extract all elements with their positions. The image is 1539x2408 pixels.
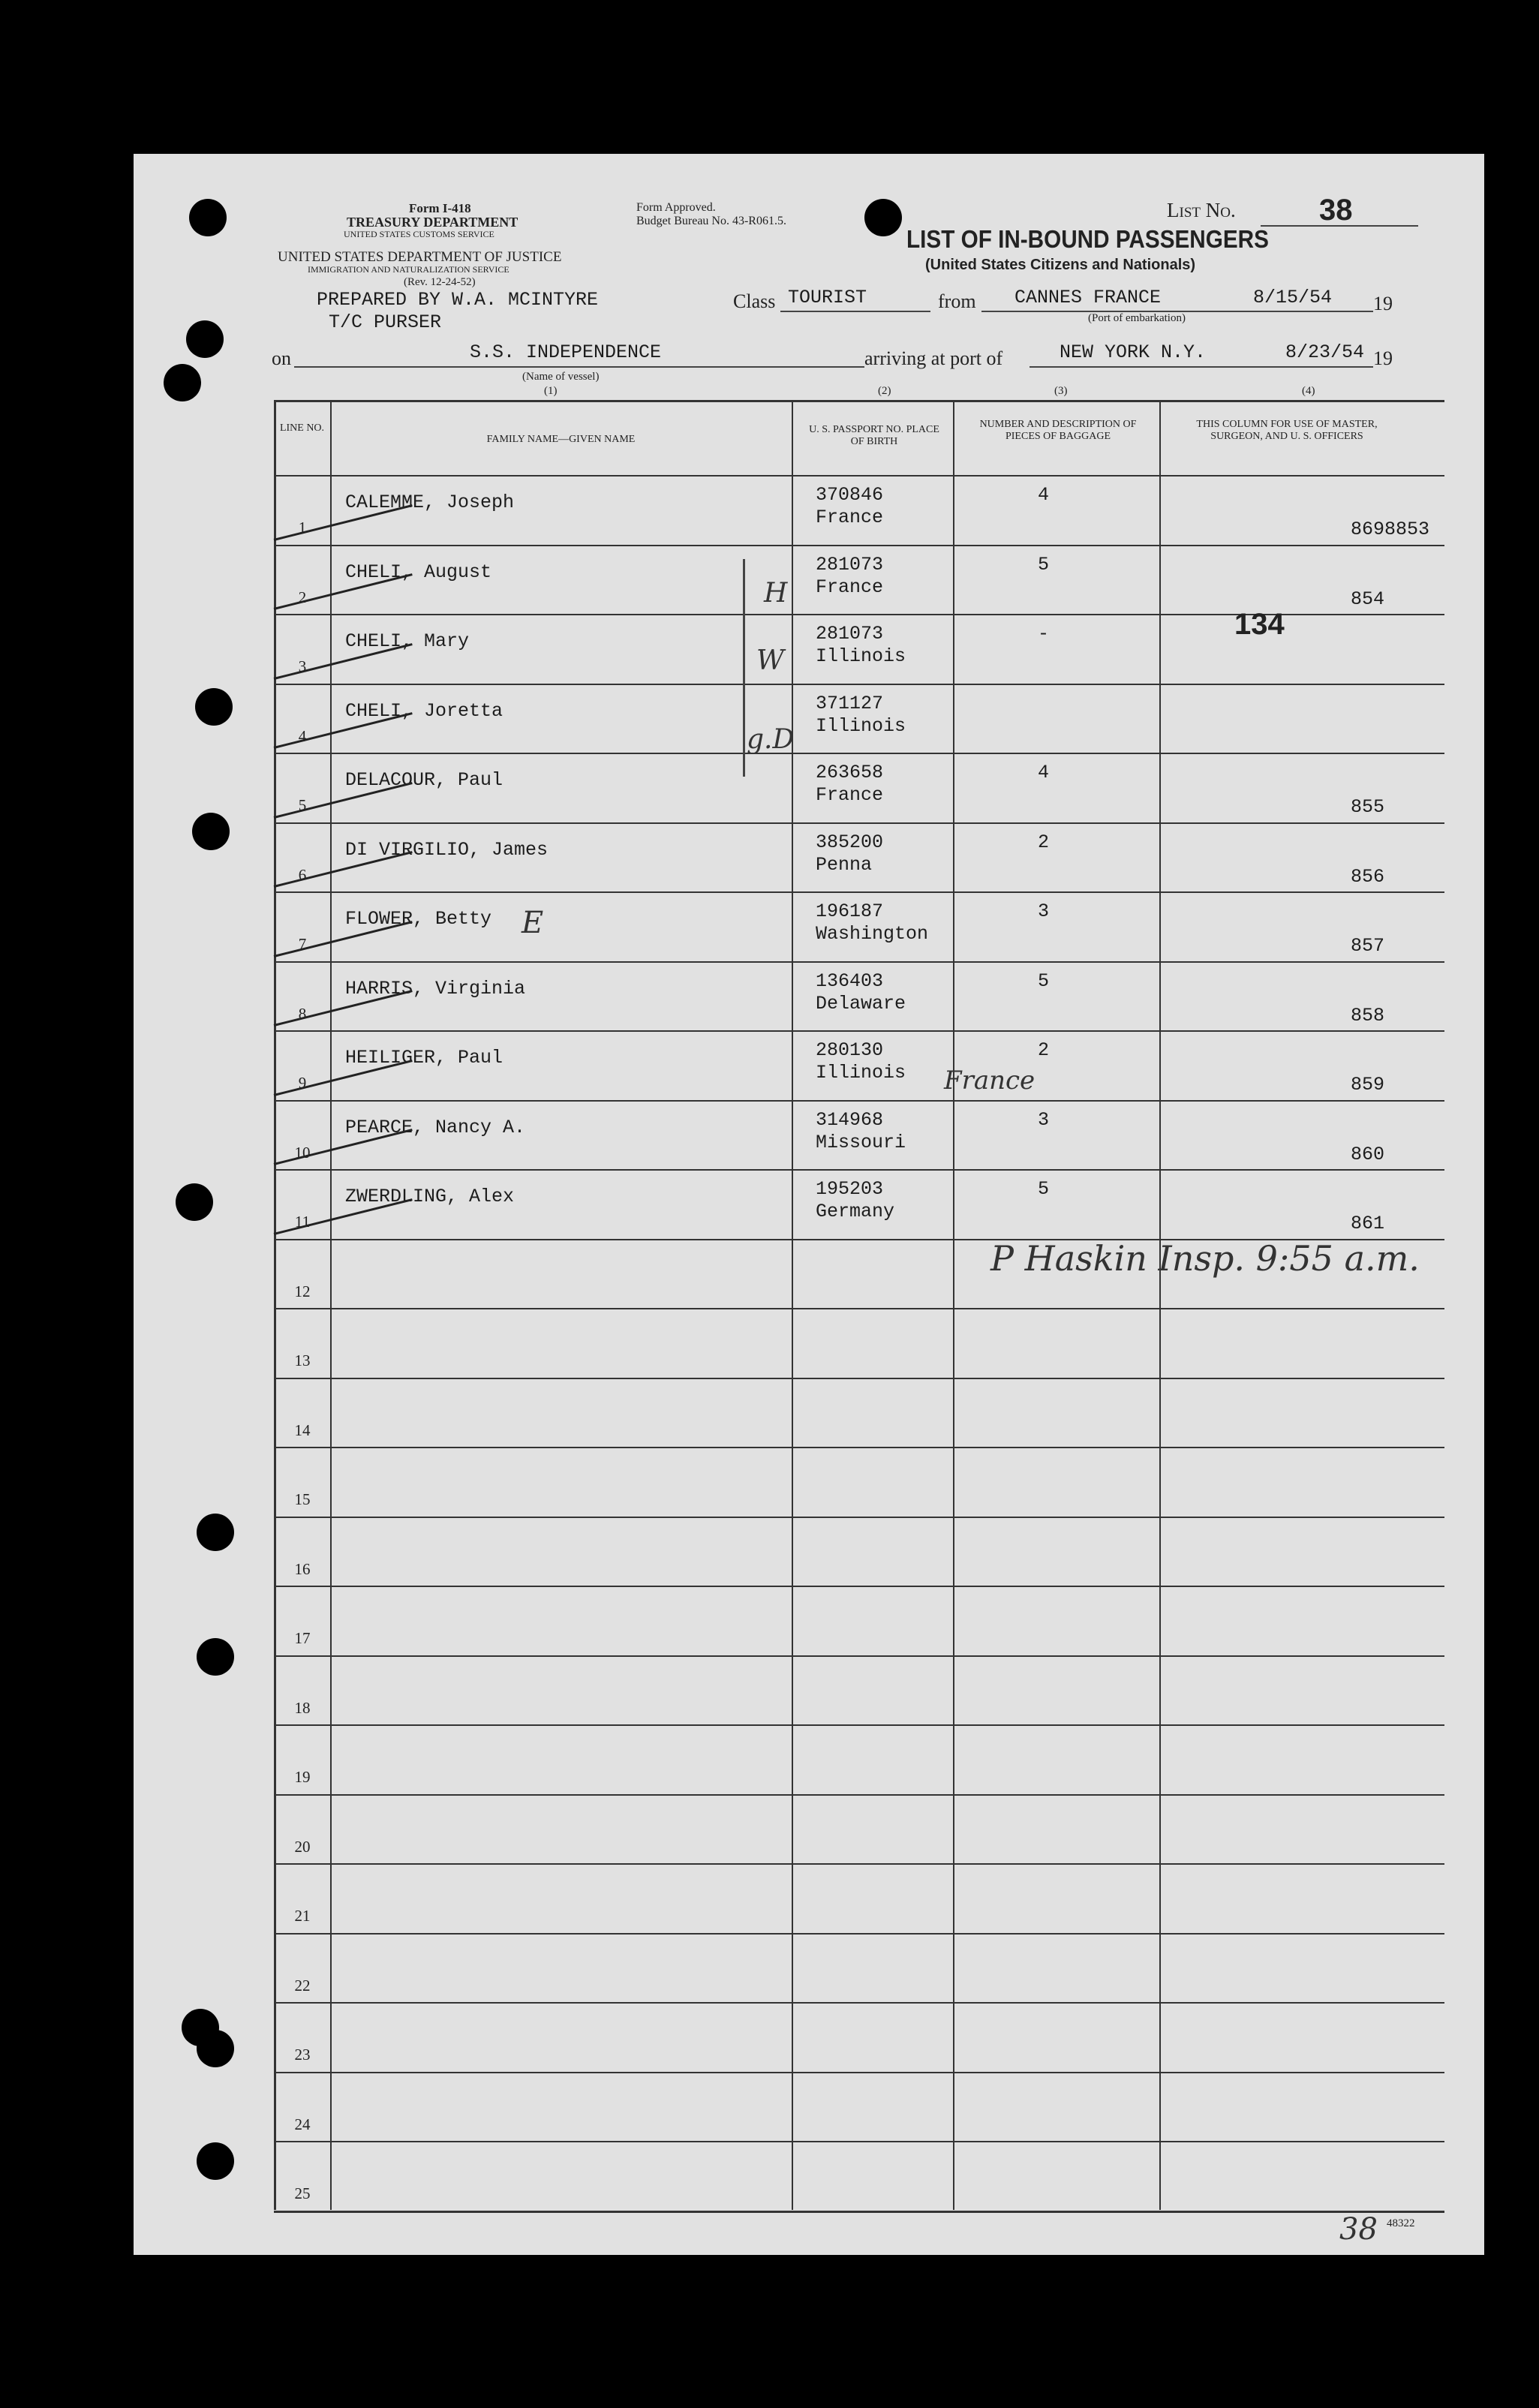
passport-number: 195203 (816, 1178, 884, 1200)
prepared-by: PREPARED BY W.A. MCINTYRE (317, 289, 599, 311)
line-number: 4 (298, 726, 307, 745)
table-row (274, 1794, 1444, 1864)
list-number: 38 (1319, 194, 1353, 227)
class-value: TOURIST (788, 287, 867, 308)
vessel-caption: (Name of vessel) (522, 371, 600, 383)
stamp-134: 134 (1234, 608, 1285, 641)
passenger-name: ZWERDLING, Alex (345, 1186, 515, 1207)
on-label: on (272, 347, 291, 369)
inspector-signature: P Haskin Insp. 9:55 a.m. (990, 1238, 1420, 1279)
bracket-line (743, 559, 745, 777)
budget-bureau: Budget Bureau No. 43-R061.5. (636, 215, 786, 227)
header-officers: THIS COLUMN FOR USE OF MASTER, SURGEON, AND U. S. OFFICERS (1196, 419, 1378, 442)
table-row (274, 1933, 1444, 2003)
line-number: 9 (298, 1074, 307, 1092)
baggage-count: 4 (1038, 762, 1050, 783)
header-line-no: LINE NO. (279, 422, 325, 434)
line-number: 5 (298, 796, 307, 814)
birthplace: France (816, 576, 884, 598)
arrival-line (1030, 366, 1373, 368)
table-row (274, 1863, 1444, 1933)
line-number: 12 (294, 1282, 311, 1300)
birthplace: Delaware (816, 992, 906, 1015)
table-row (274, 1586, 1444, 1655)
table-row (274, 961, 1444, 1031)
arriving-label: arriving at port of (864, 347, 1003, 369)
punch-hole (195, 688, 233, 726)
birthplace: Illinois (816, 714, 906, 737)
line-number: 1 (298, 519, 307, 537)
heiliger-france-mark: France (944, 1066, 1036, 1096)
footer-handwritten-number: 38 (1339, 2212, 1378, 2247)
line-number: 14 (294, 1420, 311, 1439)
officer-number: 859 (1351, 1074, 1385, 1096)
line-number: 20 (294, 1837, 311, 1856)
punch-hole (189, 199, 227, 236)
justice-dept: UNITED STATES DEPARTMENT OF JUSTICE (278, 249, 562, 265)
col-num-3: (3) (1054, 385, 1068, 397)
birthplace: Missouri (816, 1131, 906, 1153)
line-number: 21 (294, 1907, 311, 1925)
table-top-border (274, 400, 1444, 402)
passport-number: 385200 (816, 831, 884, 853)
passenger-name: CALEMME, Joseph (345, 492, 515, 513)
passenger-name: DELACOUR, Paul (345, 769, 503, 791)
table-row (274, 1724, 1444, 1794)
table-row (274, 1378, 1444, 1448)
vessel-line (294, 366, 864, 368)
passenger-name: CHELI, Joretta (345, 699, 503, 722)
table-row (274, 1100, 1444, 1170)
line-number: 11 (294, 1213, 311, 1231)
ins-service: IMMIGRATION AND NATURALIZATION SERVICE (308, 264, 509, 275)
treasury-dept: TREASURY DEPARTMENT (347, 215, 519, 230)
line-number: 8 (298, 1004, 307, 1023)
table-row (274, 753, 1444, 822)
baggage-count: 3 (1038, 1108, 1050, 1131)
baggage-count: 2 (1038, 1039, 1050, 1061)
officer-number: 8698853 (1351, 519, 1430, 540)
table-row (274, 1447, 1444, 1517)
line-number: 15 (294, 1490, 311, 1508)
table-row (274, 1655, 1444, 1725)
list-number-label: List No. (1167, 199, 1236, 221)
header-passport: U. S. PASSPORT NO. PLACE OF BIRTH (809, 424, 939, 447)
line-number: 2 (298, 588, 307, 606)
passport-number: 196187 (816, 900, 884, 922)
birthplace: Penna (816, 853, 873, 876)
embark-port: CANNES FRANCE (1014, 287, 1162, 308)
line-number: 3 (298, 657, 307, 675)
passport-number: 281073 (816, 623, 884, 645)
birthplace: Germany (816, 1201, 895, 1222)
punch-hole (192, 813, 230, 850)
line-number: 13 (294, 1351, 311, 1369)
passport-number: 280130 (816, 1039, 884, 1061)
revision: (Rev. 12-24-52) (404, 276, 476, 288)
punch-hole (176, 1183, 213, 1221)
line-number: 6 (298, 865, 307, 884)
table-row (274, 545, 1444, 615)
line-number: 17 (294, 1629, 311, 1647)
line-number: 25 (294, 2184, 311, 2202)
officer-number: 855 (1351, 796, 1385, 818)
table-row (274, 891, 1444, 961)
line-number: 19 (294, 1768, 311, 1786)
table-bottom-border (274, 2211, 1444, 2213)
punch-hole (197, 2030, 234, 2067)
line-number: 24 (294, 2115, 311, 2133)
arrival-port: NEW YORK N.Y. (1060, 341, 1207, 363)
baggage-count: 2 (1038, 831, 1050, 853)
officer-number: 854 (1351, 588, 1385, 610)
table-row (274, 1169, 1444, 1239)
baggage-count: 3 (1038, 900, 1050, 922)
line-number: 23 (294, 2046, 311, 2064)
officer-number: 860 (1351, 1143, 1385, 1165)
line-number: 22 (294, 1976, 311, 1995)
line-number: 18 (294, 1698, 311, 1717)
baggage-count: 5 (1038, 970, 1050, 992)
table-row (274, 822, 1444, 892)
passenger-name: CHELI, August (345, 561, 492, 583)
from-label: from (938, 290, 976, 312)
passport-number: 370846 (816, 484, 884, 506)
table-row (274, 475, 1444, 545)
flower-e-mark: E (522, 906, 544, 940)
baggage-count: 4 (1038, 484, 1050, 506)
passenger-name: HARRIS, Virginia (345, 977, 526, 1000)
punch-hole (197, 1638, 234, 1676)
form-number: Form I-418 (409, 201, 471, 215)
passport-number: 136403 (816, 970, 884, 992)
baggage-count: 5 (1038, 1178, 1050, 1200)
punch-hole (197, 1514, 234, 1551)
officer-number: 861 (1351, 1213, 1385, 1234)
punch-hole (164, 364, 201, 401)
punch-hole (197, 2142, 234, 2180)
arrival-date: 8/23/54 (1285, 341, 1365, 363)
officer-number: 856 (1351, 865, 1385, 888)
embark-date: 8/15/54 (1253, 287, 1333, 308)
passport-number: 314968 (816, 1108, 884, 1131)
table-row (274, 2072, 1444, 2142)
passenger-table (274, 400, 1444, 2210)
table-row (274, 2002, 1444, 2072)
passenger-name: FLOWER, Betty (345, 908, 492, 930)
class-line (780, 311, 930, 312)
passport-number: 263658 (816, 762, 884, 783)
birthplace: Washington (816, 923, 929, 945)
passenger-name: PEARCE, Nancy A. (345, 1116, 526, 1138)
baggage-count: 5 (1038, 553, 1050, 576)
class-label: Class (733, 290, 776, 312)
page-title: LIST OF IN-BOUND PASSENGERS (906, 225, 1269, 253)
header-baggage: NUMBER AND DESCRIPTION OF PIECES OF BAGGAGE (979, 419, 1137, 442)
punch-hole (864, 199, 902, 236)
embark-year: 19 (1373, 293, 1393, 314)
table-row (274, 1517, 1444, 1586)
passenger-name: HEILIGER, Paul (345, 1047, 503, 1069)
birthplace: France (816, 507, 884, 528)
page-subtitle: (United States Citizens and Nationals) (925, 257, 1196, 273)
passenger-name: CHELI, Mary (345, 630, 470, 652)
table-row (274, 1030, 1444, 1100)
officer-number: 858 (1351, 1004, 1385, 1027)
footer-code: 48322 (1387, 2217, 1415, 2229)
embark-caption: (Port of embarkation) (1088, 312, 1186, 324)
col-num-4: (4) (1302, 385, 1315, 397)
vessel-name: S.S. INDEPENDENCE (470, 341, 662, 363)
table-row (274, 684, 1444, 753)
punch-hole (186, 320, 224, 358)
birthplace: Illinois (816, 1062, 906, 1084)
margin-mark-w: W (756, 645, 785, 676)
arrival-year: 19 (1373, 347, 1393, 369)
passenger-name: DI VIRGILIO, James (345, 838, 549, 861)
col-num-2: (2) (878, 385, 891, 397)
header-name: FAMILY NAME—GIVEN NAME (486, 434, 636, 445)
col-num-1: (1) (544, 385, 558, 397)
birthplace: France (816, 784, 884, 806)
table-row (274, 1308, 1444, 1378)
line-number: 10 (294, 1143, 311, 1162)
birthplace: Illinois (816, 645, 906, 667)
margin-mark-gd: g.D (747, 724, 795, 755)
line-number: 7 (298, 935, 307, 953)
baggage-count: - (1038, 623, 1050, 645)
form-approved: Form Approved. (636, 201, 716, 214)
passport-number: 371127 (816, 692, 884, 714)
passport-number: 281073 (816, 553, 884, 576)
table-row (274, 2141, 1444, 2211)
customs-service: UNITED STATES CUSTOMS SERVICE (344, 229, 494, 239)
officer-number: 857 (1351, 935, 1385, 957)
prepared-role: T/C PURSER (329, 311, 442, 333)
margin-mark-h: H (764, 578, 788, 609)
line-number: 16 (294, 1559, 311, 1578)
